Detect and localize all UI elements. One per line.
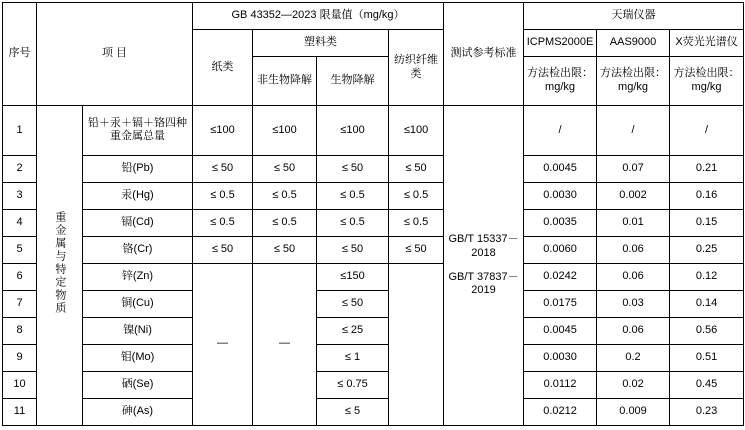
row-inst3: 0.56 <box>670 317 744 344</box>
row-inst2: 0.009 <box>597 398 670 425</box>
row-inst2: 0.02 <box>597 371 670 398</box>
row-inst1: 0.0175 <box>524 290 597 317</box>
row-paper: ≤ 0.5 <box>193 209 253 236</box>
row-no: 8 <box>3 317 37 344</box>
row-paper: ≤ 50 <box>193 155 253 182</box>
row-bio: ≤ 50 <box>317 290 389 317</box>
row-inst1: 0.0045 <box>524 155 597 182</box>
row-inst2: 0.06 <box>597 263 670 290</box>
table-row <box>3 106 744 155</box>
row-no: 5 <box>3 236 37 263</box>
header-instrument-1-limit: 方法检出限：mg/kg <box>524 57 597 106</box>
row-textile-empty <box>389 263 444 425</box>
row-bio: ≤ 0.75 <box>317 371 389 398</box>
row-no: 7 <box>3 290 37 317</box>
row-bio: ≤ 1 <box>317 344 389 371</box>
row-inst2: 0.03 <box>597 290 670 317</box>
row-inst3: 0.21 <box>670 155 744 182</box>
header-col-no: 序号 <box>3 3 37 106</box>
row-inst1: 0.0030 <box>524 182 597 209</box>
header-instrument-2-limit: 方法检出限：mg/kg <box>597 57 670 106</box>
row-no: 4 <box>3 209 37 236</box>
row-inst1: 0.0045 <box>524 317 597 344</box>
row-bio: ≤150 <box>317 263 389 290</box>
row-textile: ≤100 <box>389 106 444 155</box>
row-inst3: / <box>670 106 744 155</box>
row-group-label-cell <box>37 106 83 426</box>
row-nonbio: ≤ 50 <box>253 155 317 182</box>
row-item: 铅＋汞＋镉＋铬四种重金属总量 <box>83 106 193 155</box>
row-nonbio-dash: — <box>253 263 317 425</box>
row-inst1: 0.0035 <box>524 209 597 236</box>
standard-text-2: GB/T 37837－2019 <box>448 270 519 297</box>
row-item: 镉(Cd) <box>83 209 193 236</box>
table-row <box>3 290 744 317</box>
header-instrument-1-name: ICPMS2000E <box>524 30 597 57</box>
row-bio: ≤ 5 <box>317 398 389 425</box>
row-no: 11 <box>3 398 37 425</box>
table-row <box>3 236 744 263</box>
row-inst2: 0.07 <box>597 155 670 182</box>
header-sub-bio: 生物降解 <box>317 57 389 106</box>
row-no: 3 <box>3 182 37 209</box>
row-nonbio: ≤100 <box>253 106 317 155</box>
header-sub-nonbio: 非生物降解 <box>253 57 317 106</box>
row-bio: ≤ 50 <box>317 155 389 182</box>
row-item: 铬(Cr) <box>83 236 193 263</box>
table-row <box>3 209 744 236</box>
row-inst1: 0.0112 <box>524 371 597 398</box>
table-row <box>3 182 744 209</box>
header-group-plastic: 塑料类 <box>253 30 389 57</box>
row-inst1: 0.0060 <box>524 236 597 263</box>
row-inst1: 0.0212 <box>524 398 597 425</box>
row-bio: ≤ 25 <box>317 317 389 344</box>
row-textile: ≤ 0.5 <box>389 209 444 236</box>
row-paper-dash: — <box>193 263 253 425</box>
row-bio: ≤ 0.5 <box>317 182 389 209</box>
row-inst1: / <box>524 106 597 155</box>
row-inst3: 0.14 <box>670 290 744 317</box>
row-item: 铅(Pb) <box>83 155 193 182</box>
row-inst3: 0.25 <box>670 236 744 263</box>
row-inst3: 0.12 <box>670 263 744 290</box>
row-item: 镍(Ni) <box>83 317 193 344</box>
row-no: 10 <box>3 371 37 398</box>
row-nonbio: ≤ 0.5 <box>253 182 317 209</box>
standard-text-1: GB/T 15337－2018 <box>448 233 519 259</box>
row-item: 钼(Mo) <box>83 344 193 371</box>
row-inst1: 0.0242 <box>524 263 597 290</box>
row-bio: ≤ 0.5 <box>317 209 389 236</box>
header-instrument-3-limit: 方法检出限：mg/kg <box>670 57 744 106</box>
header-group-instrument: 天瑞仪器 <box>524 3 744 30</box>
header-sub-paper: 纸类 <box>193 30 253 106</box>
row-inst3: 0.51 <box>670 344 744 371</box>
table-row <box>3 344 744 371</box>
row-no: 1 <box>3 106 37 155</box>
row-inst3: 0.45 <box>670 371 744 398</box>
spec-table-sheet <box>2 2 743 426</box>
row-nonbio: ≤ 0.5 <box>253 209 317 236</box>
row-inst2: 0.002 <box>597 182 670 209</box>
header-row-1 <box>3 3 744 30</box>
row-paper: ≤100 <box>193 106 253 155</box>
header-col-standard: 测试参考标准 <box>444 3 524 106</box>
row-inst2: 0.2 <box>597 344 670 371</box>
row-inst2: / <box>597 106 670 155</box>
row-group-label: 重金属与特定物质 <box>53 211 66 316</box>
row-paper: ≤ 50 <box>193 236 253 263</box>
row-no: 6 <box>3 263 37 290</box>
row-bio: ≤100 <box>317 106 389 155</box>
row-inst1: 0.0030 <box>524 344 597 371</box>
row-paper: ≤ 0.5 <box>193 182 253 209</box>
table-row <box>3 398 744 425</box>
row-inst3: 0.15 <box>670 209 744 236</box>
row-inst2: 0.01 <box>597 209 670 236</box>
heavy-metal-limits-table <box>2 2 744 426</box>
table-row <box>3 317 744 344</box>
row-item: 汞(Hg) <box>83 182 193 209</box>
header-group-limit: GB 43352—2023 限量值（mg/kg） <box>193 3 444 30</box>
row-inst3: 0.16 <box>670 182 744 209</box>
header-sub-textile: 纺织纤维类 <box>389 30 444 106</box>
row-item: 硒(Se) <box>83 371 193 398</box>
row-item: 砷(As) <box>83 398 193 425</box>
table-row <box>3 155 744 182</box>
row-nonbio: ≤ 50 <box>253 236 317 263</box>
table-row <box>3 371 744 398</box>
row-inst2: 0.06 <box>597 317 670 344</box>
row-no: 9 <box>3 344 37 371</box>
row-textile: ≤ 50 <box>389 155 444 182</box>
header-instrument-2-name: AAS9000 <box>597 30 670 57</box>
header-col-item: 项 目 <box>37 3 193 106</box>
row-inst3: 0.23 <box>670 398 744 425</box>
row-inst2: 0.06 <box>597 236 670 263</box>
row-textile: ≤ 50 <box>389 236 444 263</box>
row-item: 锌(Zn) <box>83 263 193 290</box>
table-row <box>3 263 744 290</box>
row-bio: ≤ 50 <box>317 236 389 263</box>
header-instrument-3-name: X荧光光谱仪 <box>670 30 744 57</box>
row-textile: ≤ 0.5 <box>389 182 444 209</box>
standard-reference-cell <box>444 106 524 426</box>
row-no: 2 <box>3 155 37 182</box>
row-item: 铜(Cu) <box>83 290 193 317</box>
